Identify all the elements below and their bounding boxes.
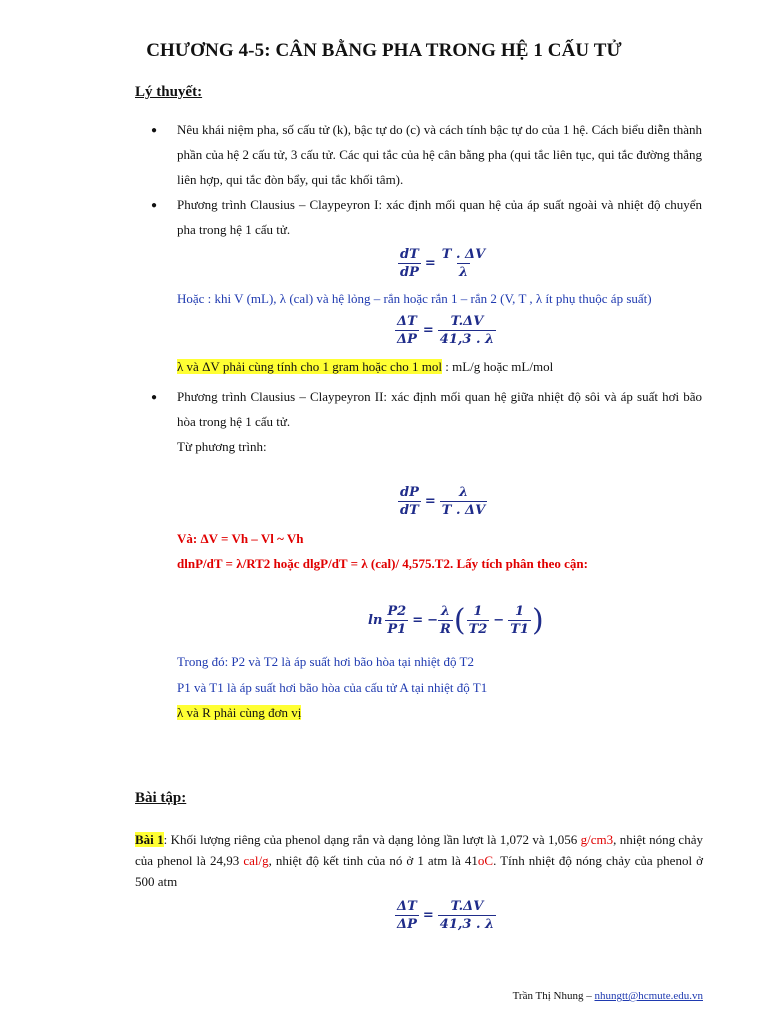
fraction — [438, 314, 496, 347]
fraction-numerator: dT — [400, 247, 419, 262]
bullet-icon: ● — [151, 392, 158, 403]
exercise-1 — [135, 829, 703, 892]
fraction-denominator: P1 — [387, 622, 407, 637]
fraction-numerator: T.ΔV — [450, 314, 484, 329]
formula-integrated — [368, 604, 545, 637]
lambda-r-line — [177, 700, 301, 725]
equals-sign: = — [412, 613, 424, 628]
temperature-unit: oC — [477, 853, 494, 868]
fraction — [508, 604, 531, 637]
equals-sign: = — [424, 256, 436, 271]
unit-note — [177, 354, 707, 379]
formula-clausius-1-approx — [395, 314, 496, 347]
fraction-denominator: dP — [400, 265, 419, 280]
equals-sign: = — [422, 323, 434, 338]
fraction — [398, 485, 421, 518]
unit-note-rest: : mL/g hoặc mL/mol — [441, 359, 554, 374]
where-line: Trong đó: P2 và T2 là áp suất hơi bão hòa tại nhiệt độ T2 — [177, 654, 474, 669]
fraction-denominator: T . ΔV — [441, 503, 486, 518]
fraction-denominator: ΔP — [397, 332, 417, 347]
fraction — [438, 899, 496, 932]
fraction-denominator: dT — [400, 503, 419, 518]
density-unit: g/cm3 — [580, 832, 614, 847]
dlnp-line: dlnP/dT = λ/RT2 hoặc dlgP/dT = λ (cal)/ 4,575.T2. Lấy tích phân theo cận: — [177, 556, 588, 571]
fraction-denominator: ΔP — [397, 917, 417, 932]
fraction-numerator: ΔT — [397, 314, 417, 329]
fraction-numerator: P2 — [387, 604, 407, 619]
fraction — [395, 314, 419, 347]
fraction-denominator: T1 — [510, 622, 529, 637]
exercise-1-text-a: : Khối lượng riêng của phenol dạng rắn và dạng lỏng lần lượt là 1,072 và 1,056 — [163, 832, 581, 847]
left-paren: ( — [453, 602, 466, 638]
theory-bullet-2: Phương trình Clausius – Claypeyron I: xác định mối quan hệ của áp suất ngoài và nhiệt độ chuyển pha trong hệ 1 cấu tử. — [177, 197, 702, 237]
bullet-icon: ● — [151, 200, 158, 211]
theory-bullet-3: Phương trình Clausius – Claypeyron II: xác định mối quan hệ giữa nhiệt độ sôi và áp suất hơi bão hòa trong hệ 1 cấu tử. — [177, 389, 702, 429]
fraction — [395, 899, 419, 932]
right-paren: ) — [531, 602, 544, 638]
minus-sign: − — [493, 613, 505, 628]
page-footer — [513, 990, 703, 1002]
theory-bullet-1: Nêu khái niệm pha, số cấu tử (k), bậc tự do (c) và cách tính bậc tự do của 1 hệ. Cách biểu diễn thành phần của hệ 2 cấu tử, 3 cấu tử. Các qui tắc của hệ cân bằng pha (qui tắc liên tục, qui tắc đường thẳng liên hợp, qui tắc đòn bẩy, qui tắc khối tâm). — [177, 122, 702, 187]
fraction-numerator: dP — [400, 485, 419, 500]
fraction-denominator: λ — [458, 265, 469, 280]
exercises-heading: Bài tập: — [135, 790, 187, 806]
hoac-note: Hoặc : khi V (mL), λ (cal) và hệ lỏng – rắn hoặc rắn 1 – rắn 2 (V, T , λ ít phụ thuộc áp suất) — [177, 291, 652, 306]
equals-sign: = — [422, 908, 434, 923]
bullet-icon: ● — [151, 125, 158, 136]
footer-email-link[interactable]: nhungtt@hcmute.edu.vn — [594, 990, 703, 1002]
equals-sign: = — [424, 494, 436, 509]
p1-t1-line: P1 và T1 là áp suất hơi bão hòa của cấu tử A tại nhiệt độ T1 — [177, 680, 488, 695]
fraction-denominator: 41,3 . λ — [439, 332, 495, 347]
fraction — [438, 604, 453, 637]
heat-unit: cal/g — [243, 853, 269, 868]
fraction-numerator: λ — [440, 604, 450, 619]
page-title: CHƯƠNG 4-5: CÂN BẰNG PHA TRONG HỆ 1 CẤU TỬ — [146, 40, 622, 61]
unit-note-highlight: λ và ΔV phải cùng tính cho 1 gram hoặc cho 1 mol — [177, 359, 442, 374]
delta-v-line: Và: ΔV = Vh – Vl ~ Vh — [177, 531, 304, 546]
from-equation-label: Từ phương trình: — [177, 439, 267, 454]
fraction-numerator: 1 — [515, 604, 525, 619]
fraction — [385, 604, 408, 637]
formula-clausius-2 — [398, 485, 487, 518]
formula-exercise — [395, 899, 496, 932]
fraction-denominator: T2 — [468, 622, 488, 637]
exercise-1-text-b: , nhiệt nóng chảy của phenol là 24,93 — [135, 832, 703, 868]
ln-symbol: ln — [368, 613, 383, 628]
fraction — [440, 247, 487, 280]
footer-author: Trần Thị Nhung – — [512, 990, 595, 1002]
theory-heading: Lý thuyết: — [135, 84, 203, 100]
fraction-numerator: T . ΔV — [441, 247, 486, 262]
exercise-1-label: Bài 1 — [135, 832, 164, 847]
minus-sign: − — [427, 613, 439, 628]
formula-clausius-1 — [398, 247, 487, 280]
fraction-denominator: R — [440, 622, 451, 637]
fraction-numerator: ΔT — [397, 899, 417, 914]
lambda-r-highlight: λ và R phải cùng đơn vị — [177, 705, 302, 720]
fraction-numerator: T.ΔV — [450, 899, 484, 914]
fraction-numerator: λ — [458, 485, 469, 500]
exercise-1-text-c: , nhiệt độ kết tinh của nó ở 1 atm là 41 — [268, 853, 478, 868]
fraction-numerator: 1 — [473, 604, 483, 619]
fraction — [398, 247, 421, 280]
fraction-denominator: 41,3 . λ — [439, 917, 495, 932]
exercise-1-text-d: . Tính nhiệt độ nóng chảy của phenol ở 500 atm — [135, 853, 703, 889]
fraction — [467, 604, 490, 637]
fraction — [440, 485, 487, 518]
